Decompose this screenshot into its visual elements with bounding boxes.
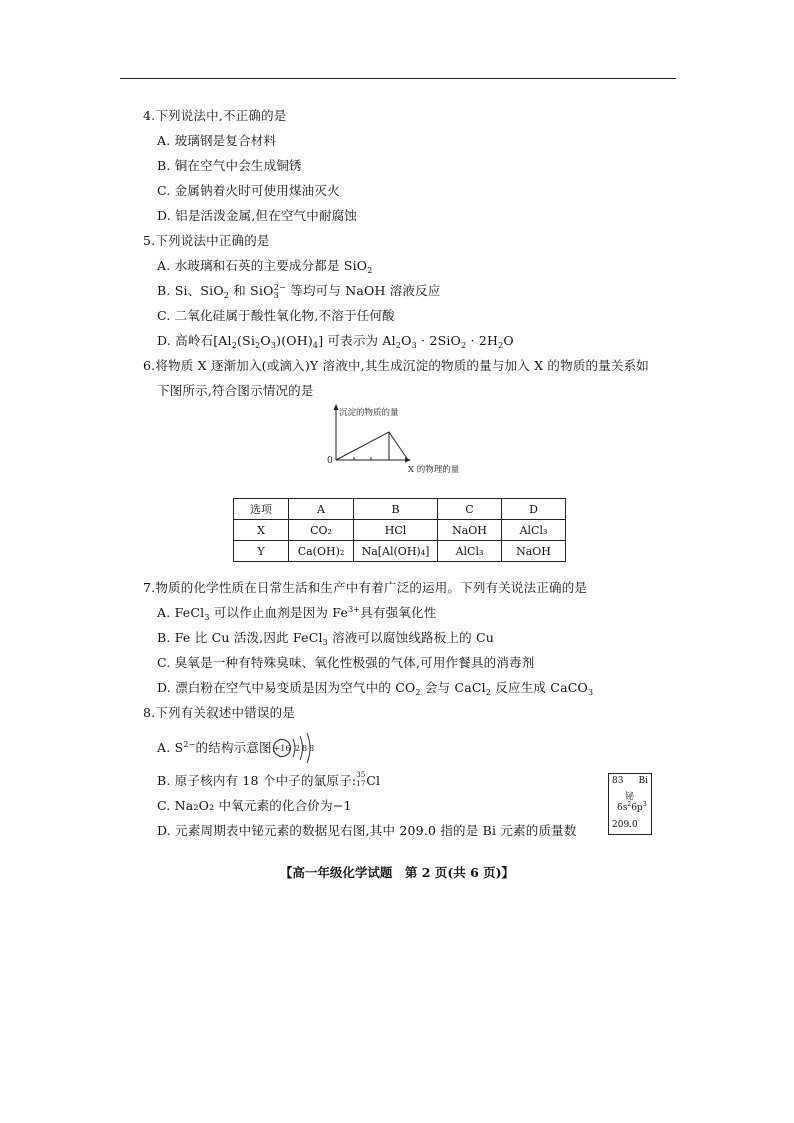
shell-electron-count: 2 [295, 744, 301, 753]
q5-option-d: D. 高岭石$[Al_2(Si_2O_3)(OH)_4]$ 可表示为 $Al_2O_3 \cdot 2SiO_2 \cdot 2H_2O$ [157, 333, 514, 350]
table-cell: NaOH [502, 541, 566, 562]
table-cell: NaOH [438, 520, 502, 541]
sulfide-ion-structure-diagram [271, 730, 331, 766]
q5-option-c: C. 二氧化硅属于酸性氧化物,不溶于任何酸 [157, 308, 395, 323]
precipitate-graph [318, 402, 488, 478]
table-row [234, 520, 566, 541]
q7-option-b: B. Fe 比 Cu 活泼,因此 FeCl$_3$ 溶液可以腐蚀线路板上的 Cu [157, 630, 495, 647]
shell-electron-count: 8 [309, 744, 315, 753]
q4-option-c: C. 金属钠着火时可使用煤油灭火 [157, 183, 340, 198]
table-cell: AlCl₃ [438, 541, 502, 562]
q4-option-a: A. 玻璃钢是复合材料 [157, 133, 277, 148]
q7-option-a: A. FeCl$_3$ 可以作止血剂是因为 $Fe^{3+}$具有强氧化性 [157, 605, 437, 622]
q8-option-d: D. 元素周期表中铋元素的数据见右图,其中 209.0 指的是 Bi 元素的质量数 [157, 823, 577, 838]
atomic-mass: 209.0 [612, 820, 638, 830]
table-cell: HCl [354, 520, 438, 541]
nucleus-charge: +16 [273, 744, 291, 753]
q8-option-c: C. Na₂O₂ 中氧元素的化合价为−1 [157, 798, 352, 813]
q8-stem: 8.下列有关叙述中错误的是 [143, 705, 296, 720]
graph-ylabel: 沉淀的物质的量 [339, 408, 399, 418]
q6-stem-line2: 下图所示,符合图示情况的是 [157, 383, 314, 398]
q5-option-b: B. Si、SiO$_2$ 和 SiO$_3^{2-}$ 等均可与 NaOH 溶液反应 [157, 283, 441, 300]
header-rule [120, 78, 676, 79]
bismuth-element-card [608, 773, 652, 835]
q4-option-b: B. 铜在空气中会生成铜锈 [157, 158, 302, 173]
q7-option-d: D. 漂白粉在空气中易变质是因为空气中的 $CO_2$ 会与 CaCl$_2$ 反应生成 CaCO$_3$ [157, 680, 594, 697]
graph-xlabel: X 的物理的量 [408, 465, 460, 475]
page-footer: 【高一年级化学试题 第 2 页(共 6 页)】 [279, 865, 515, 880]
element-symbol: Bi [638, 776, 648, 786]
table-cell: Ca(OH)₂ [289, 541, 354, 562]
q7-stem: 7.物质的化学性质在日常生活和生产中有着广泛的运用。下列有关说法正确的是 [143, 580, 588, 595]
table-header-cell: C [438, 499, 502, 520]
q8-option-b: B. 原子核内有 18 个中子的氯原子: 35 17 Cl [157, 771, 381, 788]
table-header-cell: B [354, 499, 438, 520]
table-row [234, 499, 566, 520]
element-name: 铋 [625, 792, 635, 802]
electron-configuration: $6s^26p^3$ [617, 801, 647, 813]
q8-option-a: A. $S^{2-}$的结构示意图: [157, 740, 277, 755]
table-cell: AlCl₃ [502, 520, 566, 541]
graph-y-arrow [334, 404, 339, 410]
q4-stem: 4.下列说法中,不正确的是 [143, 108, 287, 123]
atomic-number: 83 [612, 776, 624, 786]
table-header-cell: 选项 [234, 499, 289, 520]
table-cell: Na[Al(OH)₄] [354, 541, 438, 562]
q5-option-a: A. 水玻璃和石英的主要成分都是 SiO$_2$ [157, 258, 373, 275]
table-cell: Y [234, 541, 289, 562]
table-cell: X [234, 520, 289, 541]
graph-origin: 0 [327, 456, 333, 466]
q4-option-d: D. 铝是活泼金属,但在空气中耐腐蚀 [157, 208, 358, 223]
shell-electron-count: 8 [302, 744, 308, 753]
q7-option-c: C. 臭氧是一种有特殊臭味、氧化性极强的气体,可用作餐具的消毒剂 [157, 655, 535, 670]
q6-stem-line1: 6.将物质 X 逐渐加入(或滴入)Y 溶液中,其生成沉淀的物质的量与加入 X 的物质的量关系如 [143, 358, 649, 373]
q5-stem: 5.下列说法中正确的是 [143, 233, 270, 248]
table-row [234, 541, 566, 562]
table-header-cell: D [502, 499, 566, 520]
q6-options-table [233, 498, 566, 562]
graph-curve [336, 432, 408, 460]
table-cell: CO₂ [289, 520, 354, 541]
table-header-cell: A [289, 499, 354, 520]
